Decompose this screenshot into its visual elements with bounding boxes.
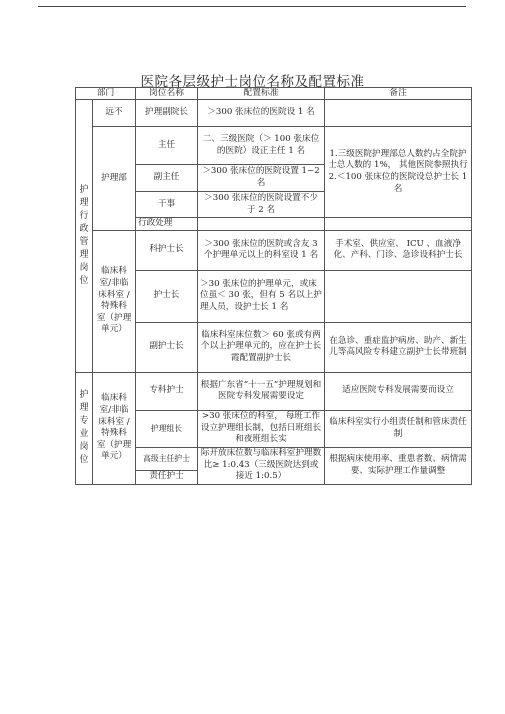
- post-cell: 科护士长: [136, 230, 198, 270]
- note-cell: 适应医院专科发展需要而设立: [325, 372, 472, 410]
- post-cell: 主任: [136, 127, 198, 165]
- standard-cell: 二、三级医院（＞ 100 张床位的医院）设正主任 1 名: [198, 127, 325, 165]
- post-cell: 护理组长: [136, 410, 198, 447]
- table-row: [76, 447, 472, 470]
- specialty-dept-cell: 临床科 室/非临 床科室 / 特殊科 室（护理 单元）: [93, 372, 136, 484]
- standard-cell: ＞30 张床位的护理单元，或床位虽＜ 30 张，但有 5 名以上护理人员，设护士长 1 名: [198, 270, 325, 322]
- header-dept: 部门: [76, 88, 136, 100]
- note-cell: 手术室、供应室、 ICU 、血液净化、产科、门诊、急诊设科护士长: [325, 230, 472, 270]
- table-row: [76, 230, 472, 270]
- dept-cell: 远不: [93, 100, 136, 127]
- standard-cell: 根据广东省“十一五”护理规划和医院专科发展需要设定: [198, 372, 325, 410]
- post-cell: 护士长: [136, 270, 198, 322]
- page-title: 医院各层级护士岗位名称及配置标准: [140, 74, 365, 90]
- standard-cell: ＞300 张床位的医院设置不少于 2 名: [198, 192, 325, 218]
- note-cell: 临床科室实行小组责任制和管床责任制: [325, 410, 472, 447]
- table-row: [76, 322, 472, 372]
- standard-cell: 际开放床位数与临床科室护理数比≥ 1:0.43（三级医院达到或接近 1:0.5）: [198, 447, 325, 484]
- standard-cell: ＞300 张床位的医院设置 1~2 名: [198, 165, 325, 192]
- post-cell: 干事: [136, 192, 198, 218]
- post-cell: 副主任: [136, 165, 198, 192]
- note-cell: [325, 218, 472, 231]
- post-cell: 行政处理: [136, 218, 198, 231]
- nursing-dept-cell: 护理部: [93, 127, 136, 231]
- post-cell: 责任护士: [136, 470, 198, 484]
- header-standard: 配置标准: [198, 88, 325, 100]
- page-top-rule: [38, 6, 466, 7]
- admin-group-label: 护 理 行 政 管 理 岗 位: [76, 100, 93, 373]
- table-row: [76, 127, 472, 165]
- post-cell: 高级主任护士: [136, 447, 198, 470]
- nursing-dept-note: 1.三级医院护理部总人数约占全院护士总人数的 1%， 其他医院参照执行 2.＜100 张床位的医院设总护士长 1 名: [325, 127, 472, 218]
- table-header-row: [76, 88, 472, 100]
- post-cell: 副护士长: [136, 322, 198, 372]
- nurse-post-table: [75, 87, 472, 485]
- note-cell: [325, 270, 472, 322]
- table-row: [76, 270, 472, 322]
- standard-cell: >30 张床位的科室， 每班工作设立护理组长制，包括日班组长和夜班组长实: [198, 410, 325, 447]
- post-cell: 护理副院长: [136, 100, 198, 127]
- table-row: [76, 218, 472, 231]
- note-cell: 在急诊、重症监护病房、助产、新生儿等高风险专科建立副护士长带班制: [325, 322, 472, 372]
- table-row: [76, 372, 472, 410]
- table-row: [76, 100, 472, 127]
- header-note: 备注: [325, 88, 472, 100]
- specialty-group-label: 护 理 专 业 岗 位: [76, 372, 93, 484]
- note-cell: 根据病床使用率、重患者数、病情需要、实际护理工作量调整: [325, 447, 472, 484]
- table-row: [76, 410, 472, 447]
- clinical-dept-cell: 临床科 室/非临 床科室 / 特殊科 室（护理 单元）: [93, 230, 136, 372]
- header-post: 岗位名称: [136, 88, 198, 100]
- standard-cell: ＞300 张床位的医院设 1 名: [198, 100, 325, 127]
- standard-cell: ＞300 张床位的医院或含友 3 个护理单元以上的科室设 1 名: [198, 230, 325, 270]
- standard-cell: 临床科室床位数＞ 60 张或有两个以上护理单元的，应在护士长霞配置副护士长: [198, 322, 325, 372]
- standard-cell: [198, 218, 325, 231]
- post-cell: 专科护士: [136, 372, 198, 410]
- note-cell: [325, 100, 472, 127]
